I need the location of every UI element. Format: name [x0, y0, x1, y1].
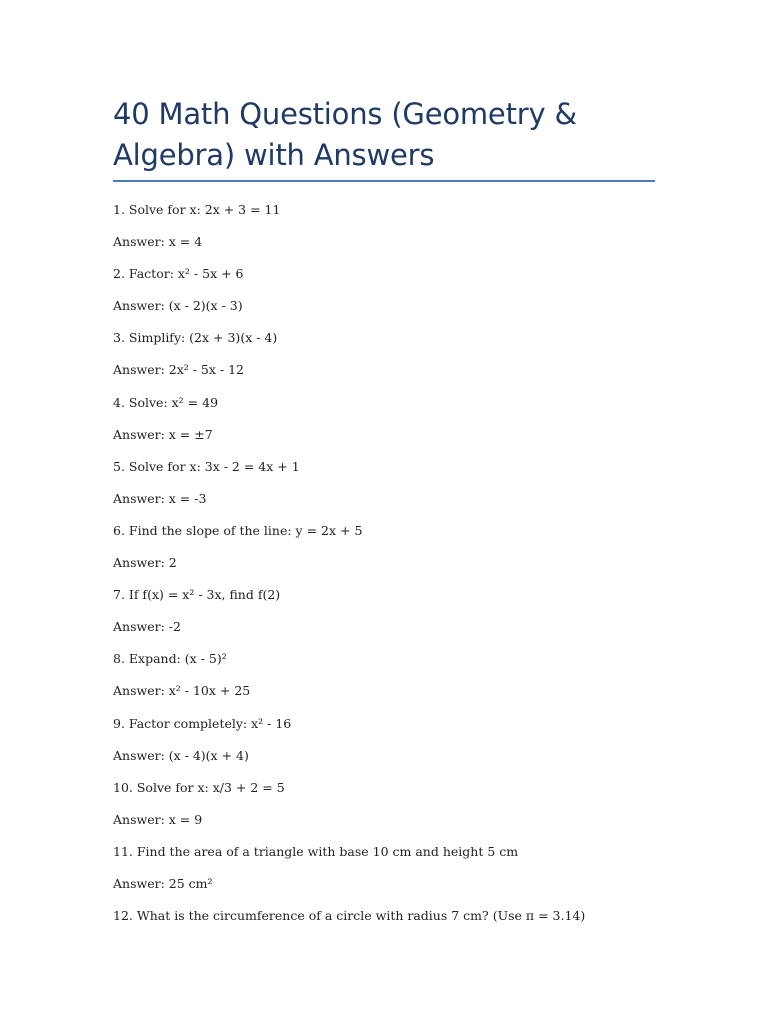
question-1: 1. Solve for x: 2x + 3 = 11 — [113, 202, 281, 217]
answer-5: Answer: x = -3 — [113, 490, 207, 506]
question-10: 10. Solve for x: x/3 + 2 = 5 — [113, 779, 285, 795]
question-4: 4. Solve: x² = 49 — [113, 394, 219, 410]
answer-6: Answer: 2 — [113, 555, 177, 571]
answer-2: Answer: (x - 2)(x - 3) — [113, 298, 243, 314]
answer-4: Answer: x = ±7 — [113, 426, 213, 442]
answer-11: Answer: 25 cm² — [113, 875, 213, 891]
question-3: 3. Simplify: (2x + 3)(x - 4) — [113, 330, 278, 346]
document-title: 40 Math Questions (Geometry & Algebra) with Answers — [113, 97, 577, 172]
answer-1: Answer: x = 4 — [113, 234, 203, 250]
answer-10: Answer: x = 9 — [113, 811, 203, 827]
answer-9: Answer: (x - 4)(x + 4) — [113, 747, 249, 763]
question-11: 11. Find the area of a triangle with base 10 cm and height 5 cm — [113, 843, 519, 859]
answer-3: Answer: 2x² - 5x - 12 — [113, 362, 245, 378]
question-12: 12. What is the circumference of a circle with radius 7 cm? (Use π = 3.14) — [113, 908, 586, 924]
question-5: 5. Solve for x: 3x - 2 = 4x + 1 — [113, 458, 300, 474]
question-2: 2. Factor: x² - 5x + 6 — [113, 266, 244, 282]
answer-8: Answer: x² - 10x + 25 — [113, 683, 251, 699]
question-8: 8. Expand: (x - 5)² — [113, 651, 227, 667]
question-6: 6. Find the slope of the line: y = 2x + 5 — [113, 522, 363, 538]
question-9: 9. Factor completely: x² - 16 — [113, 715, 292, 731]
question-answer-list — [113, 201, 673, 939]
question-7: 7. If f(x) = x² - 3x, find f(2) — [113, 587, 281, 603]
title-underline-rule — [113, 180, 655, 182]
answer-7: Answer: -2 — [113, 619, 181, 635]
